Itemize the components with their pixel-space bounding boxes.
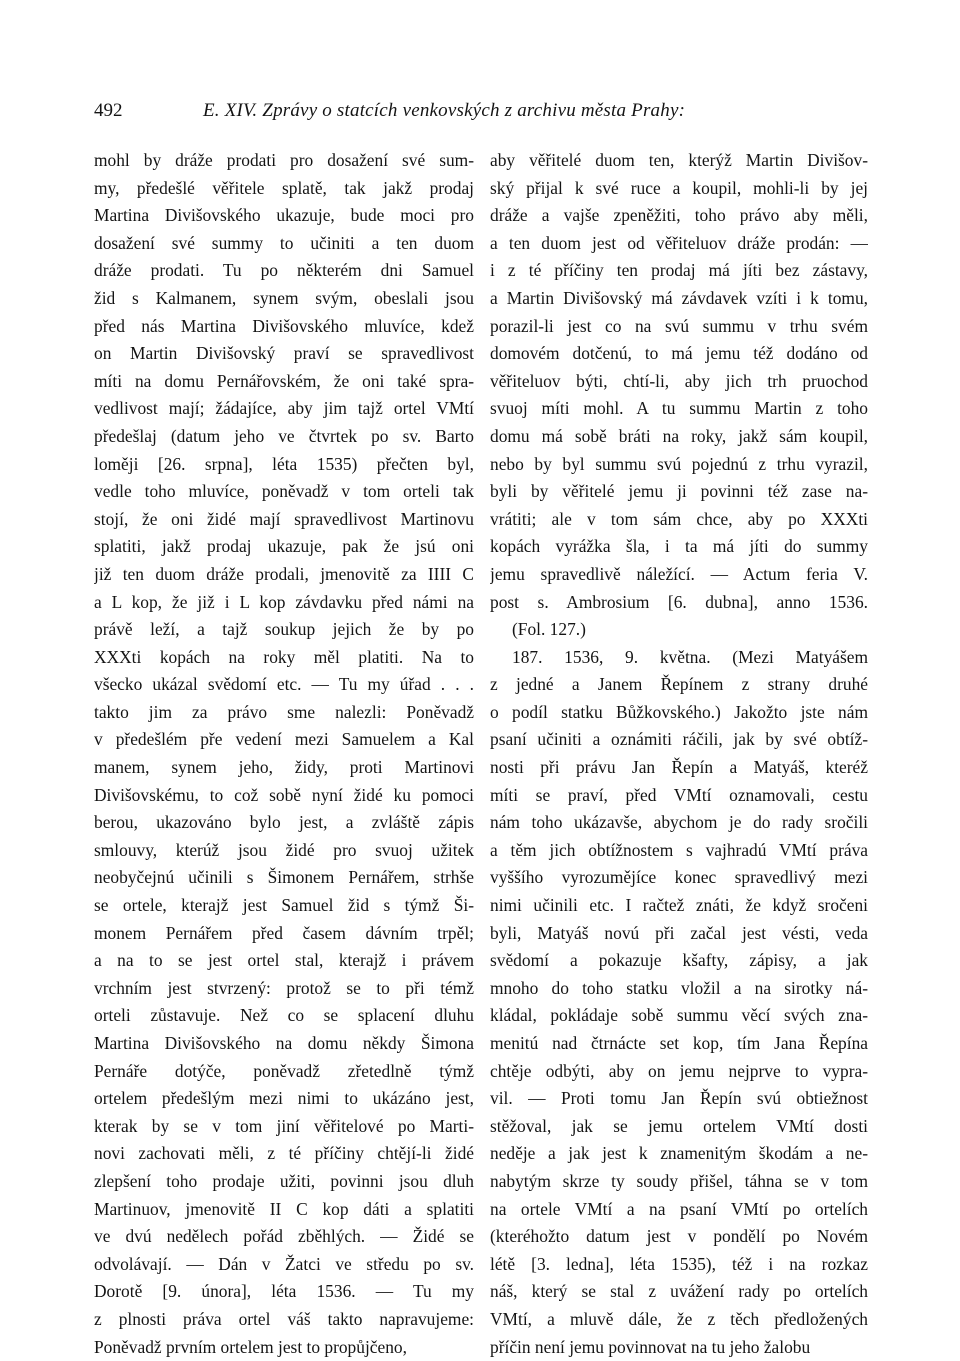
text-line: míti se praví, před VMtí oznamovali, cestu <box>490 784 868 805</box>
text-line: nosti při právu Jan Řepín a Matyáš, kteréž <box>490 757 868 778</box>
text-line: Divišovskému, to což sobě nyní židé ku pomoci <box>94 784 474 805</box>
text-line: náš, který se stal z uvážení rady po ortelích <box>490 1281 868 1302</box>
text-line: Pernáře dotýče, poněvadž zřetedlně týmž <box>94 1060 474 1081</box>
text-line: Martinuov, jmenovitě II C kop dáti a splatiti <box>94 1198 474 1219</box>
text-line: menitú nad čtrnácte set kop, tím Jana Řepína <box>490 1033 868 1053</box>
text-line: mohl by dráže prodati pro dosažení své sum- <box>94 150 474 170</box>
text-line: byli by věřitelé jemu ji povinni též zase na- <box>490 481 868 502</box>
text-line: svědomí a pokazuje kšafty, zápisy, a jak <box>490 950 868 971</box>
text-line: porazil-li jest co na svú summu v trhu svém <box>490 315 868 336</box>
text-line: berou, ukazováno bylo jest, a zvláště zápis <box>94 812 474 833</box>
text-line: XXXti kopách na roky měl platiti. Na to <box>94 646 474 667</box>
text-line: nebo by byl summu svú pojednú z trhu vyrazil, <box>490 453 868 474</box>
text-line: vrchním jest stvrzený: protož se to při témž <box>94 977 474 998</box>
text-line: kterak by se v tom jiní věřitelové po Marti- <box>94 1115 474 1136</box>
running-head: E. XIV. Zprávy o statcích venkovských z archivu města Prahy: <box>203 100 686 121</box>
text-line: orteli zůstavuje. Než co se splacení dluhu <box>94 1005 474 1026</box>
text-line: byli, Matyáš novú při začal jest vésti, veda <box>490 922 868 943</box>
text-line: vil. — Proti tomu Jan Řepín svú obtiežnost <box>490 1088 868 1109</box>
text-line: Dorotě [9. února], léta 1536. — Tu my <box>94 1281 474 1302</box>
text-line: Martina Divišovského na domu někdy Šimona <box>94 1033 474 1053</box>
text-line: domovém dotčenú, to má jemu též dodáno od <box>490 343 868 364</box>
right-column <box>490 147 868 1361</box>
text-line: se ortele, kterajž jest Samuel žid s týmž Ši- <box>94 895 474 916</box>
text-line: zlepšení toho prodaje užiti, povinni jsou dluh <box>94 1170 474 1191</box>
text-line: vedle toho mluvíce, poněvadž v tom orteli tak <box>94 481 474 502</box>
text-line: a Martin Divišovský má závdavek vzíti i k tomu, <box>490 287 868 308</box>
text-line: z jedné a Janem Řepínem z strany druhé <box>490 674 868 695</box>
text-line: psaní učiniti a oznámiti ráčili, jak by své obtíž- <box>490 729 868 750</box>
text-line: (Fol. 127.) <box>512 619 586 640</box>
text-line: stojí, že oni židé mají spravedlivost Martinovu <box>94 508 474 529</box>
text-line: smlouvy, kterúž jsou židé pro svuoj užitek <box>94 839 474 860</box>
text-line: a na to se jest ortel stal, kterajž i právem <box>94 950 474 971</box>
text-line: ortelem předešlým mezi nimi to ukázáno jest, <box>94 1088 474 1109</box>
text-line: post s. Ambrosium [6. dubna], anno 1536. <box>490 591 868 612</box>
text-line: nám toho ukázavše, abychom je do rady sročili <box>490 812 868 833</box>
text-line: a těm jich obtížnostem s vajhradú VMtí práva <box>490 839 868 860</box>
text-line: příčin není jemu povinnovat na tu jeho žalobu <box>490 1336 811 1357</box>
text-line: i z té příčiny ten prodaj má jíti bez zástavy, <box>490 260 868 281</box>
text-line: svuoj míti mohl. A tu summu Martin z toho <box>490 398 868 419</box>
text-line: z plnosti práva ortel váš takto napravujeme: <box>94 1308 474 1329</box>
text-line: dosažení své summy to učiniti a ten duom <box>94 232 474 253</box>
text-line: neděje a jak jest k znamenitým škodám a ne- <box>490 1143 868 1164</box>
text-line: dráže prodati. Tu po některém dni Samuel <box>94 260 474 281</box>
text-line: loměji [26. srpna], léta 1535) přečten byl, <box>94 453 474 474</box>
text-line: předešlaj (datum jeho ve čtvrtek po sv. Barto <box>94 425 474 446</box>
text-line: monem Pernářem před časem dávním trpěl; <box>94 922 474 943</box>
text-line: ve dvú nedělech pořád zběhlých. — Židé se <box>94 1226 474 1247</box>
text-line: a ten duom jest od věřiteluov dráže prodán: — <box>490 232 868 253</box>
text-line: chtěje odbýti, aby on jemu nejprve to vypra- <box>490 1060 868 1081</box>
text-line: vyššího vyrozumějíce konec spravedlivý mezi <box>490 867 868 888</box>
text-line: jemu spravedlivě náležící. — Actum feria V. <box>490 563 868 584</box>
page-header <box>94 96 874 126</box>
text-line: na ortele VMtí a na psaní VMtí po ortelích <box>490 1198 868 1219</box>
text-line: domu má sobě bráti na roky, jakž sám koupil, <box>490 425 868 446</box>
text-line: (kteréhožto datum jest v pondělí po Novém <box>490 1226 868 1247</box>
text-line: manem, synem jeho, židy, proti Martinovi <box>94 757 474 778</box>
left-column <box>94 147 474 1361</box>
text-line: VMtí, a mluvě dále, že z těch předložených <box>490 1308 868 1329</box>
text-line: stěžoval, jak se jemu ortelem VMtí dosti <box>490 1115 868 1136</box>
text-line: a L kop, že již i L kop závdavku před námi na <box>94 591 474 612</box>
text-line: nimi učinili etc. I račtež znáti, že když sročeni <box>490 895 868 916</box>
text-line: ský přijal k své ruce a koupil, mohli-li by jej <box>490 177 868 198</box>
text-line: v předešlém pře vedení mezi Samuelem a Kal <box>94 729 474 750</box>
text-line: vedlivost mají; žádajíce, aby jim tajž ortel VMtí <box>94 398 474 419</box>
text-line: on Martin Divišovský praví se spravedlivost <box>94 343 474 364</box>
text-line: takto jim za právo sme nalezli: Poněvadž <box>94 701 474 722</box>
text-line: kládal, pokládaje sobě summu věcí svých zna- <box>490 1005 868 1026</box>
text-line: právě leží, a tajž soukup jejich že by po <box>94 619 474 640</box>
text-line: létě [3. ledna], léta 1535), též i na rozkaz <box>490 1253 868 1274</box>
text-line: mnoho do toho statku vložil a na sirotky ná- <box>490 977 868 998</box>
text-line: my, předešlé věřitele splatě, tak jakž prodaj <box>94 177 474 198</box>
page-number: 492 <box>94 100 123 121</box>
text-line: žid s Kalmanem, synem svým, obeslali jsou <box>94 287 474 308</box>
text-line: splatiti, jakž prodaj ukazuje, pak že jsú oni <box>94 536 474 557</box>
text-line: věřiteluov býti, chtí-li, aby jich trh pruochod <box>490 370 868 391</box>
text-line: kopách vyrážka šla, i ta má jíti do summy <box>490 536 868 557</box>
text-line: aby věřitelé duom ten, kterýž Martin Divišov- <box>490 150 868 170</box>
text-line: odvolávají. — Dán v Žatci ve středu po sv. <box>94 1253 474 1274</box>
text-line: před nás Martina Divišovského mluvíce, kdež <box>94 315 474 336</box>
text-line: Poněvadž prvním ortelem jest to propůjčeno, <box>94 1336 407 1357</box>
text-line: vrátiti; ale v tom sám chce, aby po XXXti <box>490 508 868 529</box>
text-line: míti na domu Pernářovském, že oni také spra- <box>94 370 474 391</box>
text-line: Martina Divišovského ukazuje, bude moci pro <box>94 205 474 226</box>
text-line: všecko ukázal svědomí etc. — Tu my úřad . . . <box>94 674 474 695</box>
text-line: již ten duom dráže prodali, jmenovitě za IIII C <box>94 563 474 584</box>
text-line: neobyčejnú učinili s Šimonem Pernářem, strhše <box>94 867 474 888</box>
text-line: dráže a vajše zpeněžiti, toho právo aby měli, <box>490 205 868 226</box>
text-line: o podíl statku Bůžkovského.) Jakožto jste nám <box>490 701 868 722</box>
text-line: novi zachovati měli, z té příčiny chtějí-li židé <box>94 1143 474 1164</box>
text-line: nabytým skrze ty soudy přišel, táhna se v tom <box>490 1170 868 1191</box>
text-line: 187. 1536, 9. května. (Mezi Matyášem <box>512 646 868 667</box>
